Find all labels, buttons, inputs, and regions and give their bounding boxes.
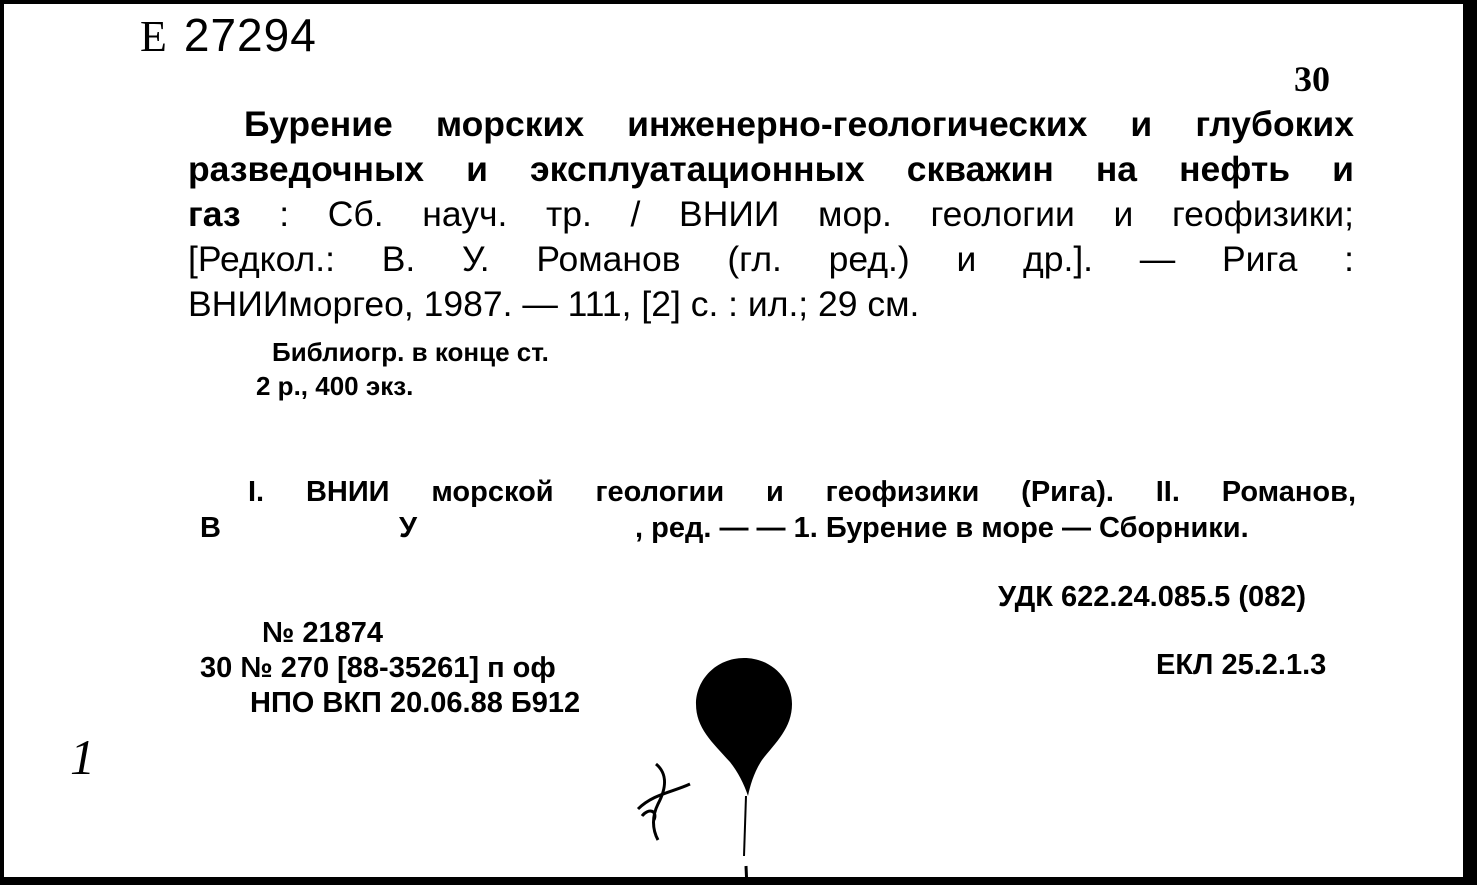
entry-number: 30: [1294, 59, 1330, 99]
title-line: [188, 237, 1354, 282]
bibliography-note: Библиогр. в конце ст.: [272, 337, 549, 367]
title-line: [188, 282, 1354, 327]
handwritten-margin-mark: 1: [70, 729, 95, 785]
catalog-card: [4, 4, 1469, 881]
card-number-prefix: Е: [140, 12, 168, 61]
author-initial-u: У: [398, 512, 417, 544]
price-note: 2 р., 400 экз.: [256, 371, 414, 401]
author-initial-v: В: [200, 512, 221, 544]
title-regular-text: ВНИИморгео, 1987. — 111, [2] с. : ил.; 29 см.: [188, 284, 920, 324]
subject-headings-line1: I. ВНИИ морской геологии и геофизики (Рига). II. Романов,: [248, 476, 1356, 508]
title-regular-text: [Редкол.: В. У. Романов (гл. ред.) и др.]. — Рига :: [188, 239, 1354, 279]
card-number-value: 27294: [183, 9, 317, 61]
card-number: [140, 8, 317, 62]
title-bold-text: газ: [188, 194, 241, 234]
title-regular-text: : Сб. науч. тр. / ВНИИ мор. геологии и геофизики;: [240, 194, 1354, 234]
title-bold-text: разведочных и эксплуатационных скважин на нефть и: [188, 149, 1354, 189]
title-line: [188, 102, 1354, 147]
title-bold-text: Бурение морских инженерно-геологических и глубоких: [244, 104, 1354, 144]
ekl-code: ЕКЛ 25.2.1.3: [1156, 649, 1327, 681]
registration-line: 30 № 270 [88-35261] п оф: [200, 652, 556, 684]
registration-line: № 21874: [262, 617, 384, 649]
subject-headings-rest: , ред. — — 1. Бурение в море — Сборники.: [635, 512, 1249, 544]
title-line: [188, 147, 1354, 192]
title-block: [188, 102, 1354, 327]
udk-code: УДК 622.24.085.5 (082): [998, 581, 1307, 613]
title-line: [188, 192, 1354, 237]
registration-line: НПО ВКП 20.06.88 Б912: [250, 687, 581, 719]
punch-hole-icon: [694, 656, 794, 881]
handwritten-scribble-icon: [628, 754, 698, 844]
subject-headings-line2: [200, 512, 1249, 545]
